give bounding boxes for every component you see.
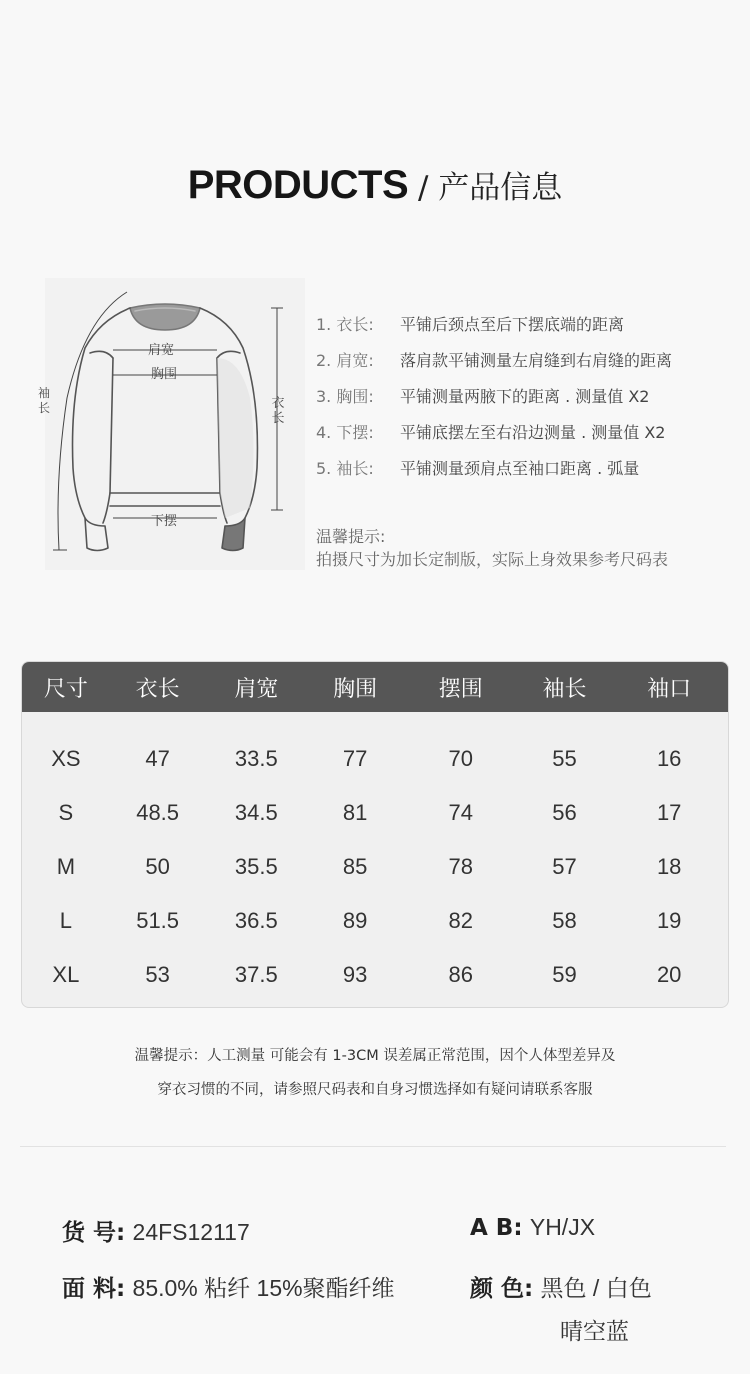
color-value: 黑色 / 白色 (540, 1275, 652, 1301)
table-cell: 47 (145, 746, 170, 771)
table-cell: 74 (448, 800, 474, 825)
table-cell: XL (52, 962, 80, 987)
table-cell: 17 (656, 800, 682, 825)
table-row (22, 786, 728, 840)
table-cell: 57 (552, 854, 577, 879)
sku-label: 货 号: (62, 1220, 126, 1246)
measurement-note (0, 1039, 750, 1107)
table-cell: 59 (552, 962, 577, 987)
table-cell: 34.5 (234, 800, 278, 825)
table-cell: 20 (656, 962, 682, 987)
label-hem: 下摆 (151, 514, 178, 529)
table-cell: 51.5 (136, 908, 180, 933)
photo-tip (316, 525, 668, 571)
table-cell: 93 (342, 962, 368, 987)
measurement-item: 5. 袖长: 平铺测量颈肩点至袖口距离 . 弧量 (316, 458, 640, 478)
note-line: 穿衣习惯的不同，请参照尺码表和自身习惯选择如有疑问请联系客服 (157, 1082, 593, 1098)
divider (20, 1146, 726, 1147)
header-cell: 尺寸 (43, 676, 88, 702)
sku-value: 24FS12117 (132, 1219, 250, 1245)
ab-label: A B: (470, 1215, 523, 1241)
header-cell: 袖口 (647, 676, 692, 702)
fabric-value: 85.0% 粘纤 15%聚酯纤维 (132, 1275, 395, 1301)
table-cell: 35.5 (234, 854, 278, 879)
table-cell: 85 (342, 854, 368, 879)
table-cell: 18 (656, 854, 682, 879)
table-row (22, 894, 728, 948)
table-cell: M (56, 854, 76, 879)
table-cell: 36.5 (234, 908, 278, 933)
tip-text: 拍摄尺寸为加长定制版，实际上身效果参考尺码表 (316, 550, 669, 569)
sweater-measurement-diagram (37, 278, 305, 570)
title-separator: / (408, 170, 439, 206)
table-row (22, 948, 728, 1002)
size-table-header (22, 662, 728, 712)
table-cell: 70 (448, 746, 474, 771)
title-zh: 产品信息 (438, 170, 563, 206)
header-cell: 胸围 (333, 676, 378, 702)
table-row (22, 732, 728, 786)
table-cell: 48.5 (136, 800, 180, 825)
page-title (0, 162, 750, 208)
measurement-item: 1. 衣长: 平铺后颈点至后下摆底端的距离 (316, 314, 625, 334)
label-length: 衣长 (271, 396, 285, 426)
label-chest: 胸围 (151, 367, 178, 382)
table-cell: 78 (448, 854, 474, 879)
measurement-descriptions (316, 305, 736, 485)
table-cell: 53 (145, 962, 170, 987)
size-table (21, 661, 729, 1008)
measurement-item: 3. 胸围: 平铺测量两腋下的距离 . 测量值 X2 (316, 386, 650, 406)
table-cell: 77 (342, 746, 368, 771)
color-label: 颜 色: (470, 1276, 534, 1302)
header-cell: 衣长 (135, 676, 180, 702)
label-sleeve: 袖长 (37, 386, 50, 415)
table-cell: 56 (552, 800, 577, 825)
label-shoulder: 肩宽 (148, 343, 175, 358)
table-cell: 33.5 (234, 746, 278, 771)
color-info (470, 1270, 652, 1303)
size-table-body (22, 712, 728, 1002)
table-cell: 16 (656, 746, 682, 771)
table-cell: 81 (342, 800, 368, 825)
table-cell: 58 (552, 908, 577, 933)
header-cell: 摆围 (438, 676, 483, 702)
title-en: PRODUCTS (187, 163, 409, 207)
table-cell: L (59, 908, 72, 933)
table-cell: 50 (145, 854, 170, 879)
table-cell: 19 (656, 908, 682, 933)
fabric-label: 面 料: (62, 1276, 126, 1302)
table-cell: S (58, 800, 74, 825)
table-cell: XS (51, 746, 81, 771)
table-cell: 89 (342, 908, 368, 933)
table-row (22, 840, 728, 894)
note-line: 温馨提示：人工测量 可能会有 1-3CM 误差属正常范围，因个人体型差异及 (134, 1048, 616, 1064)
ab-value: YH/JX (529, 1214, 596, 1240)
sku-info (62, 1214, 250, 1247)
measurement-item: 4. 下摆: 平铺底摆左至右沿边测量 . 测量值 X2 (316, 422, 666, 442)
table-cell: 86 (448, 962, 474, 987)
header-cell: 袖长 (542, 676, 587, 702)
ab-info (470, 1214, 595, 1241)
color-info-second-line (560, 1313, 629, 1346)
header-cell: 肩宽 (234, 676, 279, 702)
tip-title: 温馨提示: (316, 527, 386, 546)
fabric-info (62, 1270, 395, 1303)
measurement-item: 2. 肩宽: 落肩款平铺测量左肩缝到右肩缝的距离 (316, 350, 673, 370)
table-cell: 55 (552, 746, 577, 771)
table-cell: 37.5 (234, 962, 278, 987)
table-cell: 82 (448, 908, 474, 933)
color-value-2: 晴空蓝 (560, 1318, 629, 1344)
